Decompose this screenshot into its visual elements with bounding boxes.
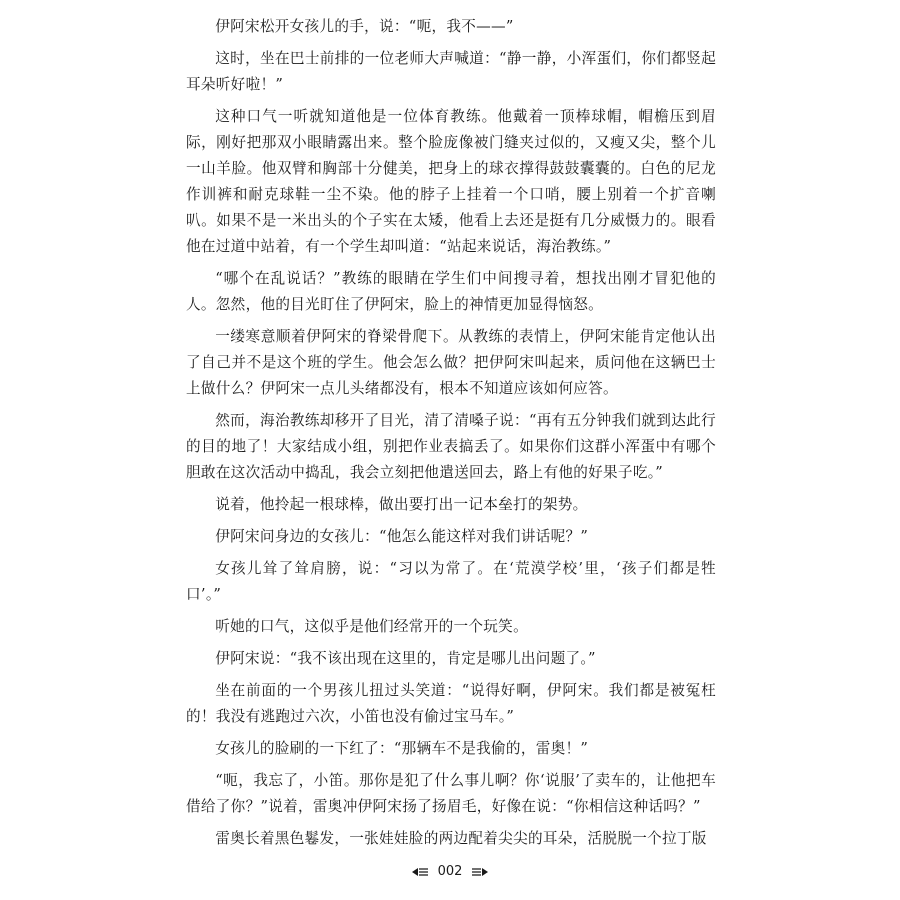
paragraph: 这时，坐在巴士前排的一位老师大声喊道：“静一静，小浑蛋们，你们都竖起耳朵听好啦！” — [186, 50, 716, 93]
page-number: 002 — [437, 864, 463, 879]
paragraph: “呃，我忘了，小笛。那你是犯了什么事儿啊？你‘说服’了卖车的，让他把车借给了你？”说着，雷奥冲伊阿宋扬了扬眉毛，好像在说：“你相信这种话吗？” — [186, 772, 716, 815]
paragraph: “哪个在乱说话？”教练的眼睛在学生们中间搜寻着，想找出刚才冒犯他的人。忽然，他的目光盯住了伊阿宋，脸上的神情更加显得恼怒。 — [186, 270, 716, 313]
left-ornament-icon — [411, 867, 429, 877]
paragraph: 伊阿宋问身边的女孩儿：“他怎么能这样对我们讲话呢？” — [215, 528, 589, 545]
paragraph: 听她的口气，这似乎是他们经常开的一个玩笑。 — [215, 618, 528, 635]
paragraph: 女孩儿耸了耸肩膀，说：“习以为常了。在‘荒漠学校’里，‘孩子们都是牲口’。” — [186, 560, 716, 603]
paragraph: 说着，他拎起一根球棒，做出要打出一记本垒打的架势。 — [215, 496, 588, 513]
paragraph: 然而，海治教练却移开了目光，清了清嗓子说：“再有五分钟我们就到达此行的目的地了！大家结成小组，别把作业表搞丢了。如果你们这群小浑蛋中有哪个胆敢在这次活动中捣乱，我会立刻把他遣送回去，路上有他的好果子吃。” — [186, 412, 716, 481]
page-body — [186, 14, 716, 858]
paragraph: 这种口气一听就知道他是一位体育教练。他戴着一顶棒球帽，帽檐压到眉际，刚好把那双小眼睛露出来。整个脸庞像被门缝夹过似的，又瘦又尖，整个儿一山羊脸。他双臂和胸部十分健美，把身上的球衣撑得鼓鼓囊囊的。白色的尼龙作训裤和耐克球鞋一尘不染。他的脖子上挂着一个口哨，腰上别着一个扩音喇叭。如果不是一米出头的个子实在太矮，他看上去还是挺有几分威慑力的。眼看他在过道中站着，有一个学生却叫道：“站起来说话，海治教练。” — [186, 108, 716, 255]
page-footer — [0, 864, 900, 879]
paragraph: 坐在前面的一个男孩儿扭过头笑道：“说得好啊，伊阿宋。我们都是被冤枉的！我没有逃跑过六次，小笛也没有偷过宝马车。” — [186, 682, 716, 725]
paragraph: 雷奥长着黑色鬈发，一张娃娃脸的两边配着尖尖的耳朵，活脱脱一个拉丁版 — [215, 830, 707, 847]
paragraph: 伊阿宋松开女孩儿的手，说：“呃，我不——” — [215, 18, 514, 35]
right-ornament-icon — [471, 867, 489, 877]
paragraph: 一缕寒意顺着伊阿宋的脊梁骨爬下。从教练的表情上，伊阿宋能肯定他认出了自己并不是这个班的学生。他会怎么做？把伊阿宋叫起来，质问他在这辆巴士上做什么？伊阿宋一点儿头绪都没有，根本不知道应该如何应答。 — [186, 328, 716, 397]
paragraph: 伊阿宋说：“我不该出现在这里的，肯定是哪儿出问题了。” — [215, 650, 596, 667]
paragraph: 女孩儿的脸刷的一下红了：“那辆车不是我偷的，雷奥！” — [215, 740, 589, 757]
